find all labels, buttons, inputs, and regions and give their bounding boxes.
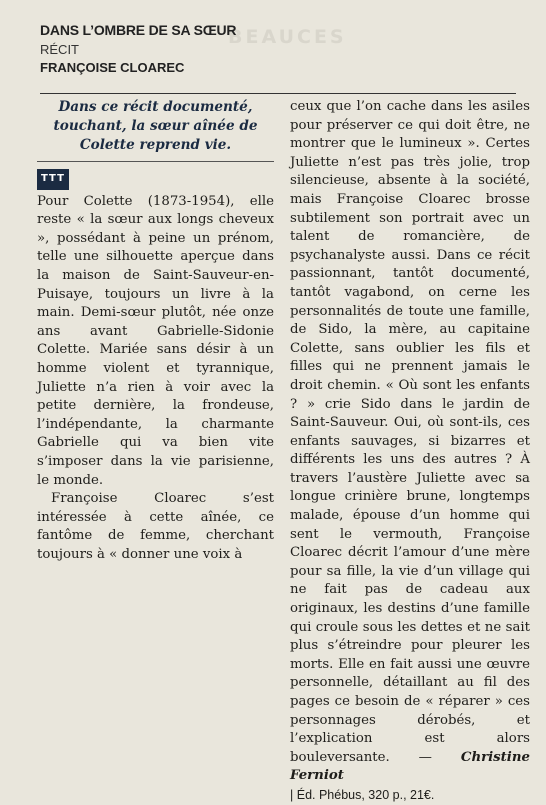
book-author: FRANÇOISE CLOAREC xyxy=(40,60,185,75)
column-left xyxy=(37,98,274,564)
signature: Christine Ferniot xyxy=(290,749,530,784)
background-headline: BEAUCES xyxy=(228,26,347,48)
book-title: DANS L’OMBRE DE SA SŒUR xyxy=(40,22,237,38)
book-genre: RÉCIT xyxy=(40,42,79,57)
book-credits: | Éd. Phébus, 320 p., 21€. xyxy=(290,786,530,805)
paragraph-2-start: Françoise Cloarec s’est intéressée à cette aînée, ce fantôme de femme, cherchant toujours à « donner une voix à xyxy=(37,491,274,562)
header-divider xyxy=(40,93,516,94)
rating-badge: TTT xyxy=(37,169,69,190)
paragraph-1: Pour Colette (1873-1954), elle reste « la sœur aux longs cheveux », possédant à peine un prénom, telle une silhouette aperçue dans la maison de Saint-Sauveur-en-Puisaye, toujours un livre à la main. Demi-sœur plutôt, née onze ans avant Gabrielle-Sidonie Colette. Mariée sans désir à un homme violent et tyrannique, Juliette n’a rien à voir avec la petite dernière, la frondeuse, l’indépendante, la charmante Gabrielle qui va bien vite s’imposer dans la vie parisienne, le monde. xyxy=(37,193,274,488)
lede: Dans ce récit documenté, touchant, la sœur aînée de Colette reprend vie. xyxy=(53,99,258,153)
paragraph-2-continued: ceux que l’on cache dans les asiles pour préserver ce qui doit être, ne montrer que le lumineux ». Certes Juliette n’est pas très jolie, trop silencieuse, absente à la société, mais Françoise Cloarec brosse subtilement son portrait avec un talent de romancière, de psychanalyste aussi. Dans ce récit passionnant, tantôt documenté, tantôt vagabond, on cerne les personnalités de toute une famille, de Sido, la mère, au capitaine Colette, sans oublier les fils et filles qui ne prennent jamais le droit chemin. « Où sont les enfants ? » crie Sido dans le jardin de Saint-Sauveur. Oui, où sont-ils, ces enfants sauvages, si bizarres et différents les uns des autres ? À travers l’austère Juliette avec sa longue crinière brune, longtemps malade, épouse d’un homme qui sent le vermouth, Françoise Cloarec décrit l’amour d’une mère pour sa fille, la vie d’un village qui ne fait pas de cadeau aux originaux, les destins d’une famille qui croule sous les dettes et ne sait plus s’étreindre pour pleurer les morts. Elle en fait aussi une œuvre personnelle, détaillant au fil des pages ce besoin de « réparer » ces personnages dérobés, et l’explication est alors bouleversante. — Christine Ferniot xyxy=(290,99,530,784)
article-header xyxy=(40,22,236,75)
lede-divider xyxy=(37,161,274,162)
column-right xyxy=(290,98,530,805)
